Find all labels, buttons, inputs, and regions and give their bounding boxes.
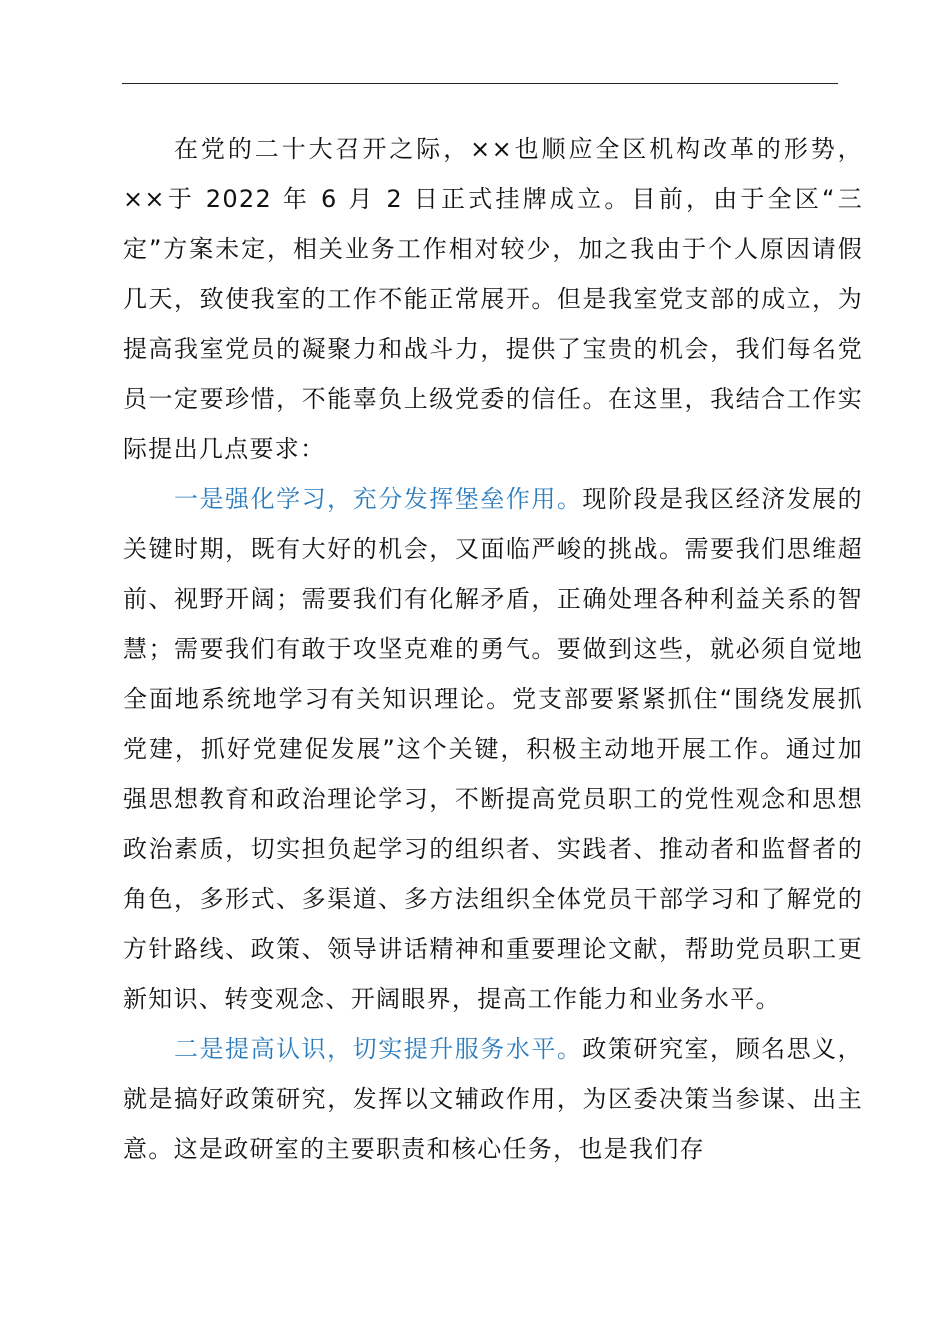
document-body bbox=[123, 124, 863, 1174]
header-rule bbox=[122, 83, 838, 84]
paragraph-point-one bbox=[123, 474, 863, 1024]
point-one-heading: 一是强化学习，充分发挥堡垒作用。 bbox=[174, 485, 583, 513]
point-two-heading: 二是提高认识，切实提升服务水平。 bbox=[174, 1035, 583, 1063]
point-two-text: 政策研究室，顾名思义，就是搞好政策研究，发挥以文辅政作用，为区委决策当参谋、出主意。这是政研室的主要职责和核心任务，也是我们存 bbox=[123, 1035, 863, 1163]
paragraph-point-two bbox=[123, 1024, 863, 1174]
paragraph-intro-text: 在党的二十大召开之际，××也顺应全区机构改革的形势，××于 2022 年 6 月 2 日正式挂牌成立。目前，由于全区“三定”方案未定，相关业务工作相对较少，加之我由于个人原因请假几天，致使我室的工作不能正常展开。但是我室党支部的成立，为提高我室党员的凝聚力和战斗力，提供了宝贵的机会，我们每名党员一定要珍惜，不能辜负上级党委的信任。在这里，我结合工作实际提出几点要求： bbox=[123, 135, 863, 463]
point-one-text: 现阶段是我区经济发展的关键时期，既有大好的机会，又面临严峻的挑战。需要我们思维超前、视野开阔；需要我们有化解矛盾，正确处理各种利益关系的智慧；需要我们有敢于攻坚克难的勇气。要做到这些，就必须自觉地全面地系统地学习有关知识理论。党支部要紧紧抓住“围绕发展抓党建，抓好党建促发展”这个关键，积极主动地开展工作。通过加强思想教育和政治理论学习，不断提高党员职工的党性观念和思想政治素质，切实担负起学习的组织者、实践者、推动者和监督者的角色，多形式、多渠道、多方法组织全体党员干部学习和了解党的方针路线、政策、领导讲话精神和重要理论文献，帮助党员职工更新知识、转变观念、开阔眼界，提高工作能力和业务水平。 bbox=[123, 485, 863, 1013]
paragraph-intro bbox=[123, 124, 863, 474]
